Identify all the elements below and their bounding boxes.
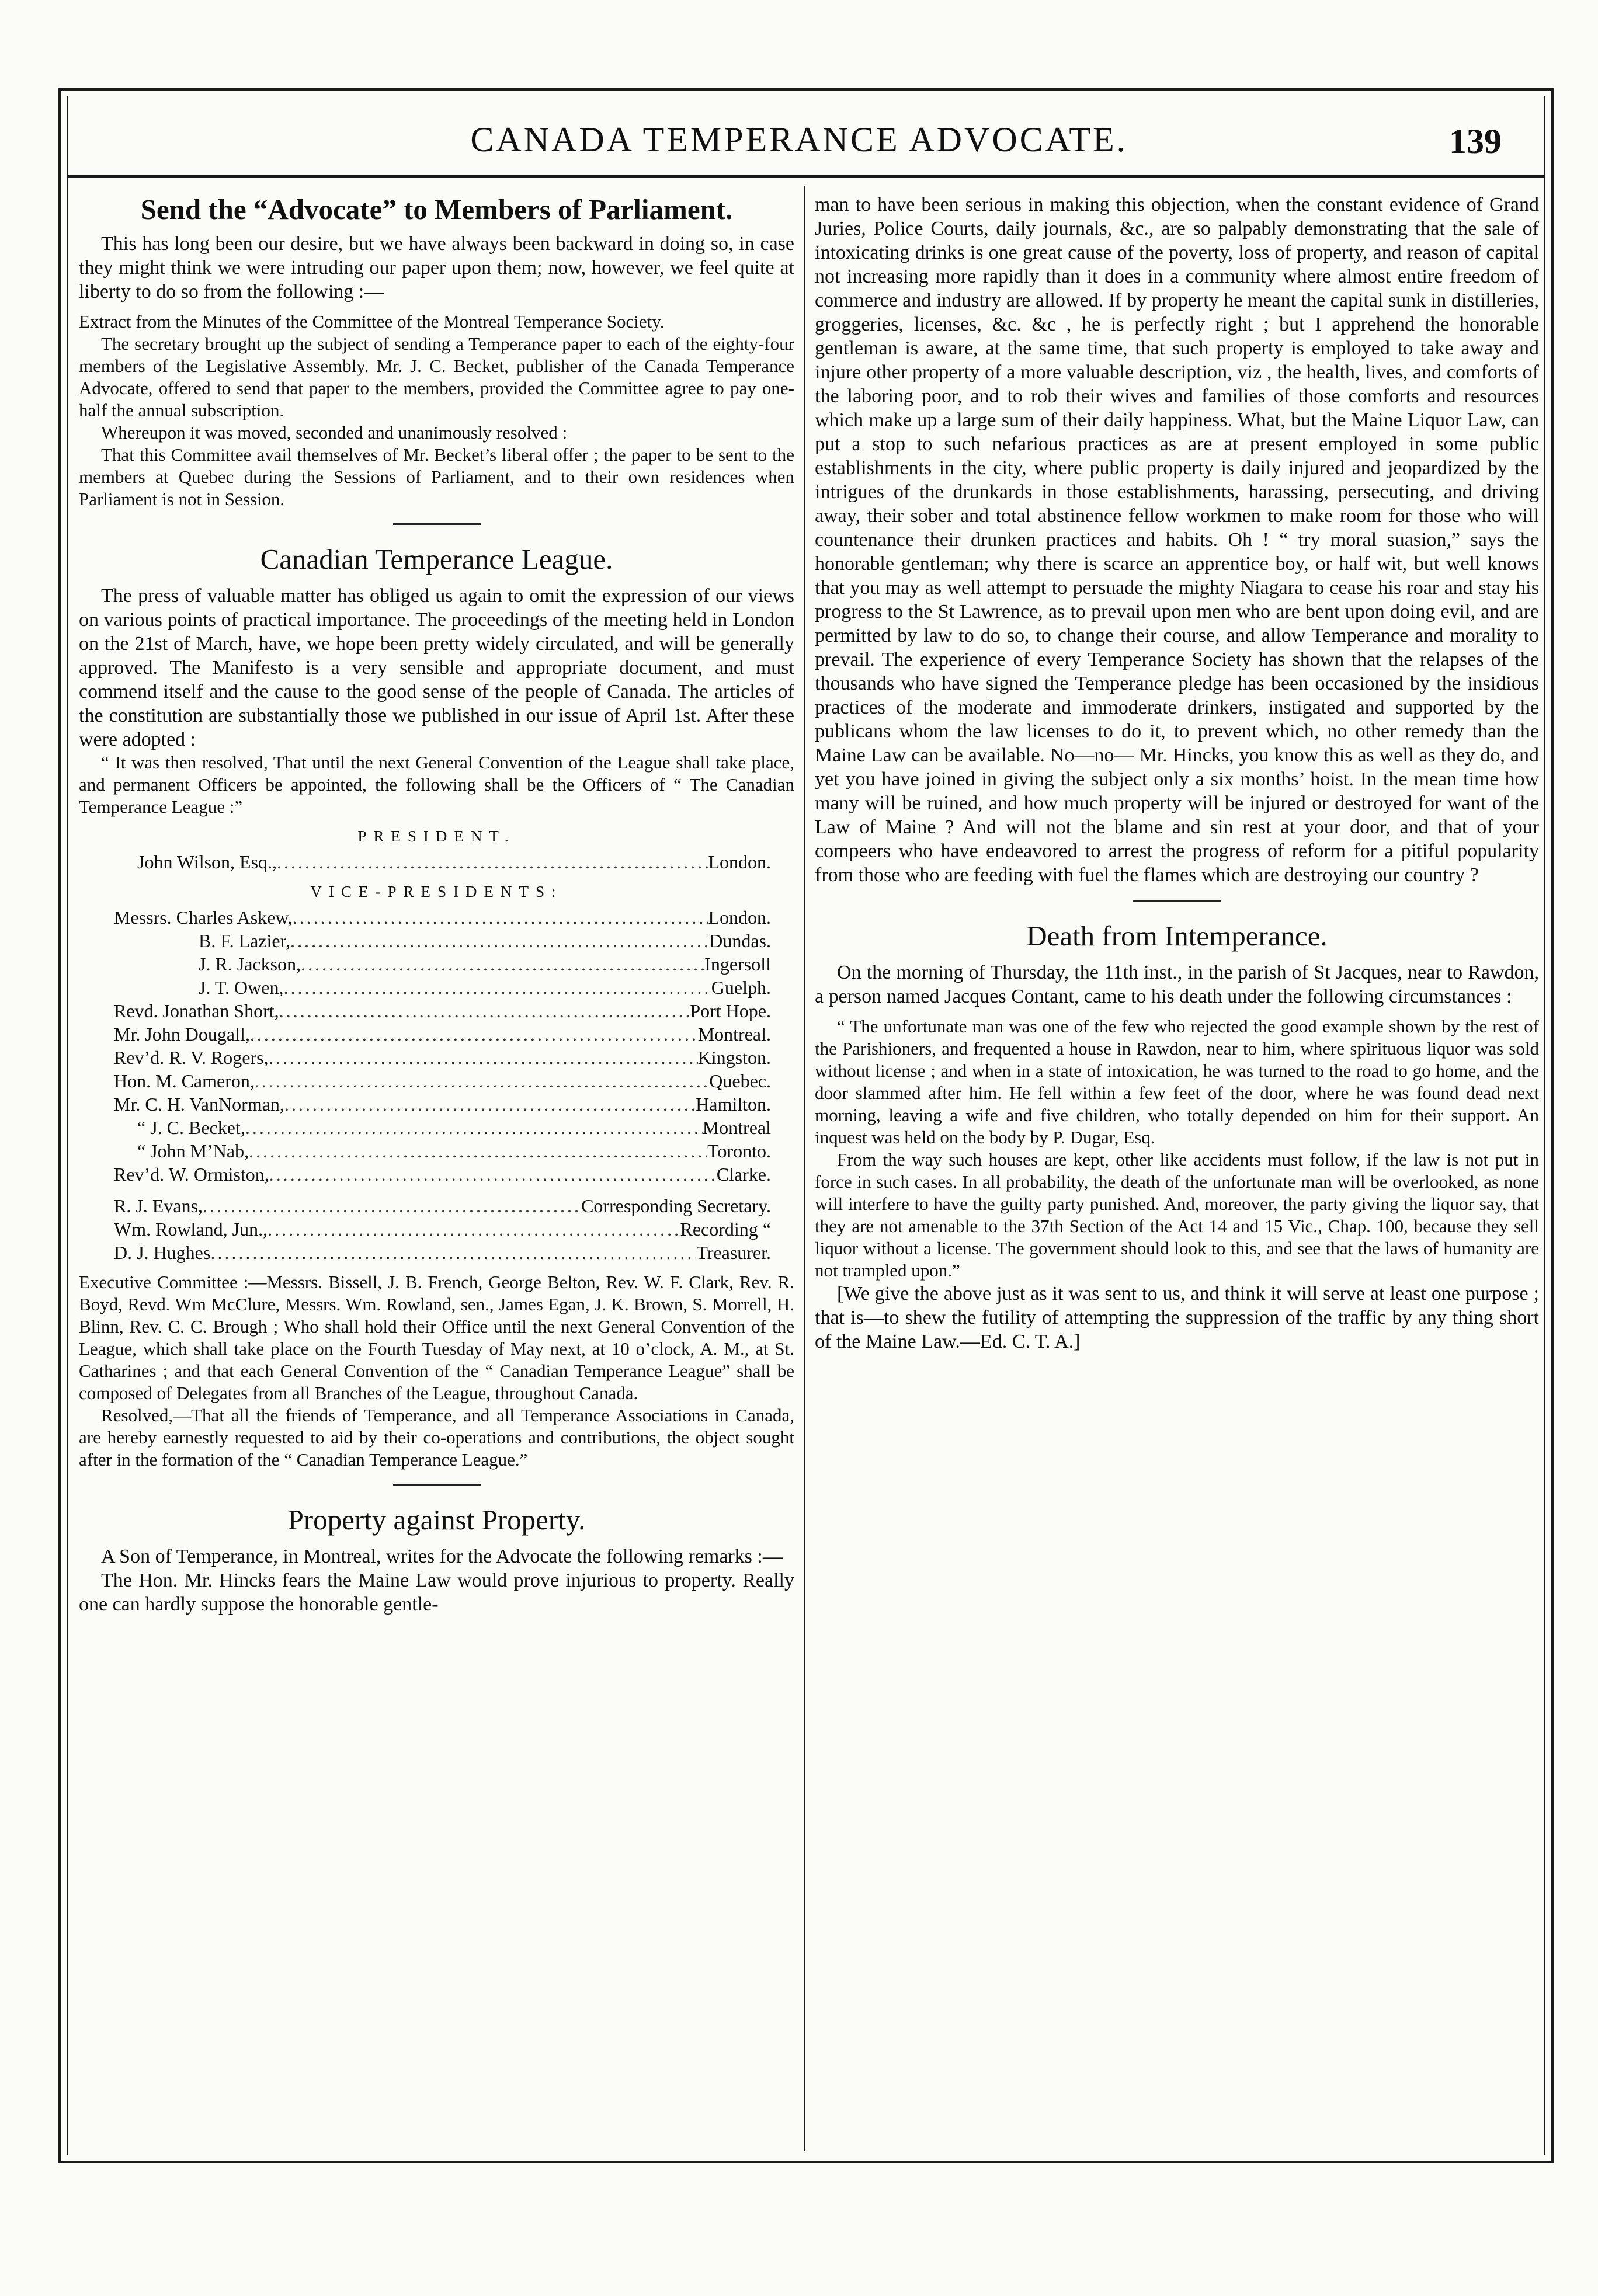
- officer-row: [114, 999, 771, 1022]
- officer-row: [114, 850, 771, 874]
- officer-list: [79, 850, 794, 874]
- officer-row: [114, 976, 771, 999]
- quote-paragraph: “ It was then resolved, That until the next General Convention of the League shall take place, and permanent Officers be appointed, the following shall be the Officers of “ The Canadian Temperance League :”: [79, 752, 794, 817]
- officer-place: Clarke.: [716, 1164, 771, 1185]
- officer-name: B. F. Lazier,: [199, 930, 290, 951]
- outer-bottom-rule: [58, 2161, 1554, 2163]
- officer-name: Wm. Rowland, Jun.,: [114, 1219, 268, 1240]
- extract-line: Extract from the Minutes of the Committee of the Montreal Temperance Society.: [79, 311, 665, 332]
- officer-place: Treasurer.: [696, 1242, 771, 1263]
- officer-name: Rev’d. R. V. Rogers,: [114, 1047, 269, 1068]
- outer-right-rule: [1551, 88, 1554, 2163]
- officer-name: J. R. Jackson,: [199, 954, 301, 975]
- quote-paragraph: “ The unfortunate man was one of the few who rejected the good example shown by the rest of the Parishioners, and frequented a house in Rawdon, near to him, where spirituous liquor was sold without license ; and when in a state of intoxication, he was turned to the road to go home, and the door slammed after him. He fell within a few feet of the door, where he was found dead next morning, leaving a wife and five children, who totally depended on him for their support. An inquest was held on the body by P. Dugar, Esq.: [815, 1016, 1539, 1147]
- running-header: CANADA TEMPERANCE ADVOCATE.: [470, 120, 1128, 159]
- officer-row: [114, 1069, 771, 1093]
- section-rule: [393, 1484, 481, 1486]
- officer-row: [114, 952, 771, 976]
- officer-row: [114, 1116, 771, 1139]
- article-paragraph: Whereupon it was moved, seconded and unanimously resolved :: [101, 422, 568, 443]
- column-divider: [804, 186, 805, 2151]
- officer-place: Corresponding Secretary.: [581, 1195, 771, 1216]
- officer-row: [114, 906, 771, 929]
- officer-row: [114, 1093, 771, 1116]
- officer-name: D. J. Hughes: [114, 1242, 211, 1263]
- article-paragraph: On the morning of Thursday, the 11th inst., in the parish of St Jacques, near to Rawdon, a person named Jacques Contant, came to his death under the following circumstances :: [815, 962, 1539, 1007]
- officer-place: Dundas.: [709, 930, 771, 951]
- outer-left-rule: [58, 88, 61, 2163]
- officer-place: Guelph.: [711, 977, 771, 998]
- section-rule: [1133, 900, 1221, 902]
- article-paragraph: The press of valuable matter has obliged us again to omit the expression of our views on various points of practical importance. The proceedings of the meeting held in London on the 21st of March, have, we hope been pretty widely circulated, and will be generally approved. The Manifesto is a very sensible and appropriate document, and must commend itself and the cause to the good sense of the people of Canada. The articles of the constitution are substantially those we published in our issue of April 1st. After these were adopted :: [79, 585, 794, 750]
- heading-send-advocate: Send the “Advocate” to Members of Parliament.: [140, 193, 733, 225]
- officer-name: Hon. M. Cameron,: [114, 1070, 255, 1091]
- left-column: [79, 193, 794, 2149]
- heading-death: Death from Intemperance.: [1026, 920, 1328, 952]
- page-number: 139: [1449, 122, 1502, 161]
- president-heading: PRESIDENT.: [357, 827, 516, 845]
- officer-name: John Wilson, Esq.,: [137, 851, 277, 872]
- continued-paragraph: man to have been serious in making this objection, when the constant evidence of Grand Juries, Police Courts, daily journals, &c., are so palpably demonstrating that the sale of intoxicating drinks is one great cause of the poverty, loss of property, and reason of capital not increasing more rapidly than it does in a community where almost entire freedom of commerce and industry are allowed. If by property he meant the capital sunk in distilleries, groggeries, licenses, &c. &c , he is perfectly right ; but I apprehend the honorable gentleman is aware, at the same time, that such property is employed to take away and injure other property of a more valuable description, viz , the health, lives, and comforts of the laboring poor, and to rob their wives and families of those comforts and resources which make up a large sum of their daily happiness. What, but the Maine Liquor Law, can put a stop to such nefarious practices as are at present employed in some public establishments in the city, where public property is daily injured and jeopardized by the intrigues of the drunkards in those establishments, harassing, persecuting, and driving away, their sober and total abstinence fellow workmen to make room for those who will countenance their drunken practices and habits. Oh ! “ try moral suasion,” says the honorable gentleman; why there is scarce an apprentice boy, or half wit, but well knows that you may as well attempt to persuade the mighty Niagara to cease his roar and stay his progress to the St Lawrence, as to prevail upon men who are bent upon doing evil, and are permitted by law to do so, to change their course, and allow Temperance and morality to prevail. The experience of every Temperance Society has shown that the relapses of the thousands who have signed the Temperance pledge has been occasioned by the insidious practices of the moderate and immoderate drinkers, instigated and supported by the publicans whom the law licenses to do it, to prevent which, no other remedy than the Maine Law can be available. No—no— Mr. Hincks, you know this as well as they do, and yet you have joined in giving the subject only a six months’ hoist. In the mean time how many will be ruined, and how much property will be injured or destroyed for want of the Law of Maine ? And will not the blame and sin rest at your door, and that of your compeers who have endeavored to arrest the progress of reform for a pitiful popularity from those who are feeding with fuel the flames which are destroying our country ?: [815, 194, 1539, 886]
- article-paragraph: The secretary brought up the subject of sending a Temperance paper to each of the eighty-four members of the Legislative Assembly. Mr. J. C. Becket, publisher of the Canada Temperance Advocate, offered to send that paper to the members, provided the Committee agree to pay one-half the annual subscription.: [79, 333, 794, 420]
- officer-place: Ingersoll: [704, 954, 771, 975]
- resolved-paragraph: Resolved,—That all the friends of Temperance, and all Temperance Associations in Canada, are hereby earnestly requested to aid by their co-operations and contributions, the object sought after in the formation of the “ Canadian Temperance League.”: [79, 1405, 794, 1470]
- officer-place: Montreal.: [697, 1024, 771, 1045]
- officer-name: Mr. John Dougall,: [114, 1024, 250, 1045]
- officer-row: [114, 1163, 771, 1186]
- officer-name: “ J. C. Becket,: [137, 1117, 245, 1138]
- officer-place: Quebec.: [709, 1070, 771, 1091]
- officer-row: [114, 1139, 771, 1163]
- officer-name: R. J. Evans,: [114, 1195, 203, 1216]
- officer-row: [114, 1217, 771, 1241]
- right-column: [815, 193, 1539, 2149]
- executive-committee: Executive Committee :—Messrs. Bissell, J. B. French, George Belton, Rev. W. F. Clark, Rev. R. Boyd, Revd. Wm McClure, Messrs. Wm. Rowland, sen., James Egan, J. K. Brown, S. Morrell, H. Blinn, Rev. C. C. Brough ; Who shall hold their Office until the next General Convention of the League, which shall take place on the Fourth Tuesday of May next, at 10 o’clock, A. M., at St. Catharines ; and that each General Convention of the “ Canadian Temperance League” shall be composed of Delegates from all Branches of the League, throughout Canada.: [79, 1272, 794, 1403]
- resolution-paragraph: That this Committee avail themselves of Mr. Becket’s liberal offer ; the paper to be sent to the members at Quebec during the Sessions of Parliament, and to their own residences when Parliament is not in Session.: [79, 444, 794, 509]
- officer-row: [114, 1194, 771, 1217]
- quote-paragraph: From the way such houses are kept, other like accidents must follow, if the law is not put in force in such cases. In all probability, the death of the unfortunate man will be overlooked, as none will interfere to have the guilty party punished. And, moreover, the party giving the liquor say, that they are not amenable to the 37th Section of the Act 14 and 15 Vic., Chap. 100, because they sell liquor without a license. The government should look to this, and see that the laws of humanity are not trampled upon.”: [815, 1149, 1539, 1281]
- officer-place: Toronto.: [707, 1140, 771, 1161]
- officer-name: Revd. Jonathan Short,: [114, 1000, 279, 1021]
- outer-top-rule: [58, 88, 1554, 91]
- officer-place: Montreal: [702, 1117, 771, 1138]
- article-paragraph: This has long been our desire, but we have always been backward in doing so, in case they might think we were intruding our paper upon them; now, however, we feel quite at liberty to do so from the following :—: [79, 233, 794, 302]
- heading-temperance-league: Canadian Temperance League.: [260, 543, 613, 575]
- officer-name: J. T. Owen,: [199, 977, 284, 998]
- officer-list: [79, 906, 794, 1264]
- officer-place: London.: [708, 851, 771, 872]
- officer-place: London.: [708, 907, 771, 928]
- officer-name: Rev’d. W. Ormiston,: [114, 1164, 269, 1185]
- officer-name: Messrs. Charles Askew,: [114, 907, 293, 928]
- article-paragraph: The Hon. Mr. Hincks fears the Maine Law would prove injurious to property. Really one can hardly suppose the honorable gentle-: [79, 1570, 794, 1615]
- inner-right-rule: [1544, 96, 1545, 2155]
- vice-presidents-heading: VICE-PRESIDENTS:: [310, 883, 563, 900]
- editor-note: [We give the above just as it was sent to us, and think it will serve at least one purpose ; that is—to shew the futility of attempting the suppression of the traffic by any thing short of the Maine Law.—Ed. C. T. A.]: [815, 1283, 1539, 1352]
- header-rule: [67, 175, 1545, 178]
- heading-property: Property against Property.: [287, 1504, 586, 1536]
- officer-name: Mr. C. H. VanNorman,: [114, 1094, 284, 1115]
- section-rule: [393, 523, 481, 525]
- officer-place: Hamilton.: [696, 1094, 771, 1115]
- officer-row: [114, 929, 771, 952]
- officer-place: Kingston.: [697, 1047, 771, 1068]
- inner-left-rule: [67, 96, 68, 2155]
- officer-name: “ John M’Nab,: [137, 1140, 249, 1161]
- officer-row: [114, 1046, 771, 1069]
- officer-row: [114, 1241, 771, 1264]
- article-paragraph: A Son of Temperance, in Montreal, writes for the Advocate the following remarks :—: [101, 1546, 783, 1567]
- officer-row: [114, 1022, 771, 1046]
- officer-place: Port Hope.: [690, 1000, 771, 1021]
- officer-place: Recording “: [680, 1219, 771, 1240]
